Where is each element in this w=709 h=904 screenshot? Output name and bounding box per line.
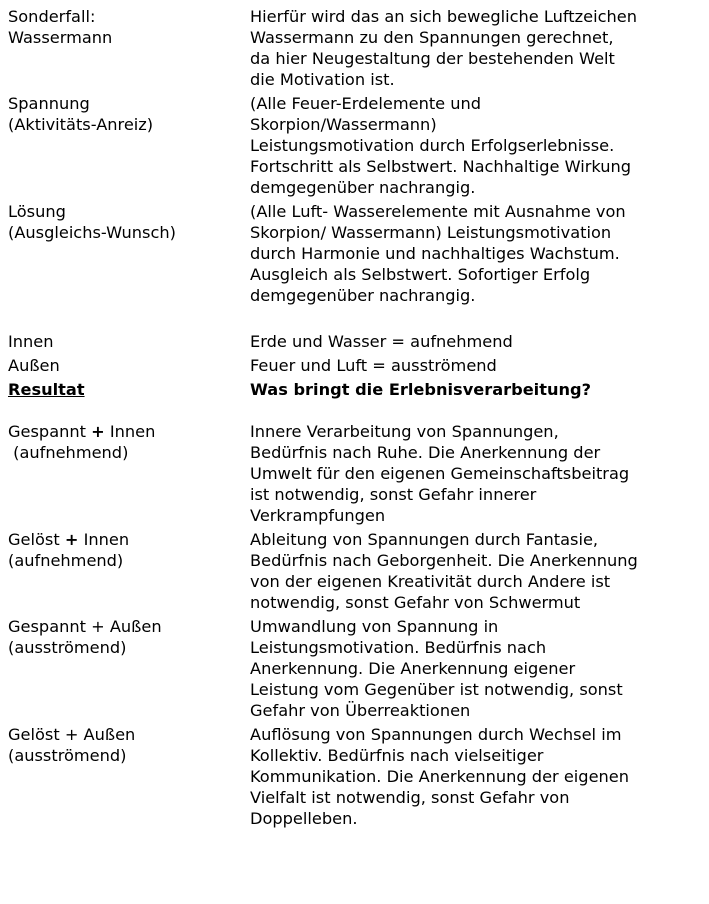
label-line: Sonderfall: (8, 7, 96, 26)
row-text (250, 379, 700, 400)
row-label (8, 724, 248, 766)
text-line: da hier Neugestaltung der bestehenden Welt (250, 49, 615, 68)
label-line: (ausströmend) (8, 638, 127, 657)
text-line: Fortschritt als Selbstwert. Nachhaltige Wirkung (250, 157, 632, 176)
row-resultat (8, 379, 703, 400)
label-line: (aufnehmend) (8, 443, 129, 462)
section-heading: Resultat (8, 380, 85, 399)
label-line: Spannung (8, 94, 90, 113)
label-line: Gespannt + Außen (8, 617, 162, 636)
text-line: Innere Verarbeitung von Spannungen, (250, 422, 559, 441)
row-label (8, 355, 248, 376)
row-label (8, 421, 248, 463)
label-part: Gespannt (8, 422, 92, 441)
text-line: Bedürfnis nach Geborgenheit. Die Anerkennung (250, 551, 638, 570)
label-line: Gelöst + Außen (8, 725, 136, 744)
row-text (250, 331, 700, 352)
row-label (8, 6, 248, 48)
text-line: Gefahr von Überreaktionen (250, 701, 471, 720)
text-line: von der eigenen Kreativität durch Andere ist (250, 572, 611, 591)
text-line: Anerkennung. Die Anerkennung eigener (250, 659, 576, 678)
row-geloest-aussen (8, 724, 703, 829)
text-line: demgegenüber nachrangig. (250, 286, 476, 305)
label-line: (aufnehmend) (8, 551, 124, 570)
text-line: Doppelleben. (250, 809, 358, 828)
row-label (8, 379, 248, 400)
row-text (250, 616, 700, 721)
plus-sign: + (91, 422, 105, 441)
row-label (8, 201, 248, 243)
text-line: Kollektiv. Bedürfnis nach vielseitiger (250, 746, 544, 765)
text-line: Verkrampfungen (250, 506, 386, 525)
label-part: Innen (104, 422, 156, 441)
text-line: Wassermann zu den Spannungen gerechnet, (250, 28, 614, 47)
text-line: die Motivation ist. (250, 70, 395, 89)
text-line: Bedürfnis nach Ruhe. Die Anerkennung der (250, 443, 601, 462)
text-line: (Alle Luft- Wasserelemente mit Ausnahme von (250, 202, 626, 221)
text-line: Ausgleich als Selbstwert. Sofortiger Erfolg (250, 265, 591, 284)
text-line: demgegenüber nachrangig. (250, 178, 476, 197)
row-label (8, 331, 248, 352)
row-loesung (8, 201, 703, 306)
text-line: Umwandlung von Spannung in (250, 617, 499, 636)
row-text (250, 201, 700, 306)
label-line (8, 421, 248, 442)
label-line: Außen (8, 356, 60, 375)
text-line: Skorpion/ Wassermann) Leistungsmotivation (250, 223, 612, 242)
row-label (8, 616, 248, 658)
text-line: (Alle Feuer-Erdelemente und (250, 94, 482, 113)
row-spannung (8, 93, 703, 198)
label-part: Innen (78, 530, 130, 549)
text-line: durch Harmonie und nachhaltiges Wachstum. (250, 244, 620, 263)
row-gespannt-aussen (8, 616, 703, 721)
row-innen (8, 331, 703, 352)
text-line: Leistung vom Gegenüber ist notwendig, sonst (250, 680, 623, 699)
row-text (250, 421, 700, 526)
text-line: Auflösung von Spannungen durch Wechsel im (250, 725, 622, 744)
text-line: Hierfür wird das an sich bewegliche Luftzeichen (250, 7, 637, 26)
row-aussen (8, 355, 703, 376)
text-line: Kommunikation. Die Anerkennung der eigenen (250, 767, 630, 786)
row-label (8, 93, 248, 135)
row-text (250, 355, 700, 376)
text-line: notwendig, sonst Gefahr von Schwermut (250, 593, 581, 612)
label-line (8, 529, 248, 550)
row-text (250, 724, 700, 829)
label-line: (Ausgleichs-Wunsch) (8, 223, 176, 242)
section-question: Was bringt die Erlebnisverarbeitung? (250, 380, 591, 399)
label-line: (Aktivitäts-Anreiz) (8, 115, 154, 134)
label-line: Lösung (8, 202, 66, 221)
text-line: Ableitung von Spannungen durch Fantasie, (250, 530, 599, 549)
text-line: Erde und Wasser = aufnehmend (250, 332, 513, 351)
row-gespannt-innen (8, 421, 703, 526)
row-label (8, 529, 248, 571)
row-text (250, 529, 700, 613)
text-line: Vielfalt ist notwendig, sonst Gefahr von (250, 788, 570, 807)
text-line: Leistungsmotivation durch Erfolgserlebnisse. (250, 136, 615, 155)
text-line: Umwelt für den eigenen Gemeinschaftsbeitrag (250, 464, 630, 483)
row-text (250, 6, 700, 90)
text-line: Leistungsmotivation. Bedürfnis nach (250, 638, 547, 657)
text-line: Skorpion/Wassermann) (250, 115, 437, 134)
text-line: Feuer und Luft = ausströmend (250, 356, 497, 375)
row-sonderfall (8, 6, 703, 90)
label-line: Wassermann (8, 28, 113, 47)
label-line: (ausströmend) (8, 746, 127, 765)
row-geloest-innen (8, 529, 703, 613)
plus-sign: + (64, 530, 79, 549)
label-part: Gelöst (8, 530, 65, 549)
document-page (8, 6, 703, 829)
row-text (250, 93, 700, 198)
label-line: Innen (8, 332, 54, 351)
text-line: ist notwendig, sonst Gefahr innerer (250, 485, 537, 504)
